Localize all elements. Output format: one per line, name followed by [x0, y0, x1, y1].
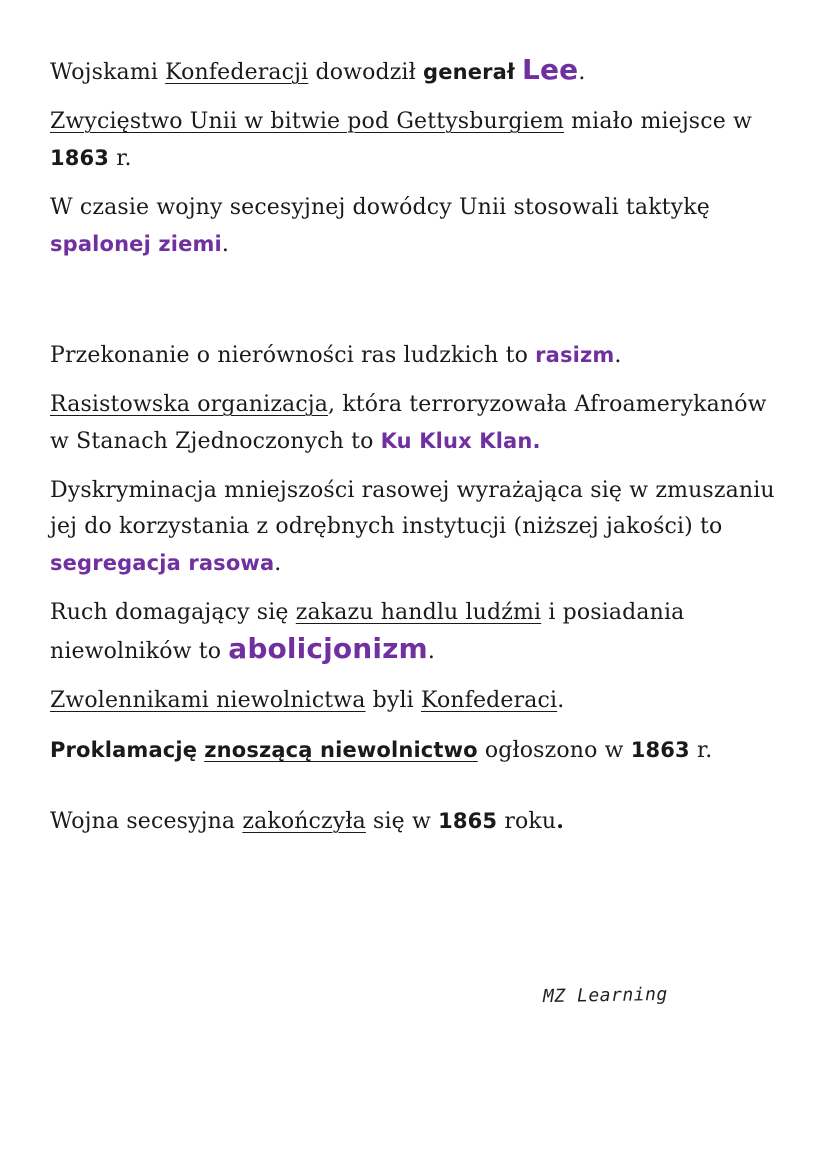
paragraph-scorched-earth: [50, 190, 785, 263]
text: miało miejsce w: [564, 109, 753, 134]
text: .: [556, 808, 564, 834]
paragraph-war-end: [50, 803, 785, 840]
underlined-text: Konfederaci: [421, 688, 558, 713]
underlined-text: Zwycięstwo Unii w bitwie pod Gettysburgiem: [50, 109, 565, 134]
paragraph-abolitionism: [50, 595, 785, 670]
text: dowodził: [308, 60, 424, 85]
underlined-text: Zwolennikami niewolnictwa: [50, 688, 366, 713]
text: ogłoszono w: [477, 738, 631, 763]
document-body: [50, 52, 785, 853]
paragraph-segregation: [50, 473, 785, 582]
highlighted-term: segregacja rasowa: [50, 551, 275, 575]
signature-mz-learning: MZ Learning: [542, 983, 668, 1008]
highlighted-term: rasizm: [535, 343, 615, 367]
text: .: [221, 232, 230, 257]
text: i posiadania niewolników to: [50, 600, 685, 664]
text: Wojskami: [50, 60, 166, 85]
highlighted-term: Ku Klux Klan.: [380, 429, 541, 453]
underlined-text: Konfederacji: [165, 60, 309, 85]
highlighted-term: spalonej ziemi: [50, 232, 222, 256]
text: się w: [365, 809, 439, 834]
text: , która terroryzowała Afroamerykanów w Stanach Zjednoczonych to: [50, 392, 767, 454]
text: W czasie wojny secesyjnej dowódcy Unii stosowali taktykę: [50, 195, 710, 220]
text: Ruch domagający się: [50, 600, 296, 625]
paragraph-kkk: [50, 387, 785, 460]
text: Dyskryminacja mniejszości rasowej wyrażająca się w zmuszaniu jej do korzystania z odrębnych instytucji (niższej jakości) to: [50, 478, 775, 539]
underlined-text: zakończyła: [242, 809, 366, 834]
bold-text: Proklamację: [50, 738, 198, 762]
paragraph-racism: [50, 337, 785, 374]
text: byli: [365, 688, 422, 713]
text: .: [578, 60, 586, 85]
highlighted-term: abolicjonizm: [228, 632, 428, 665]
paragraph-gettysburg: [50, 104, 785, 177]
text: r.: [689, 738, 713, 763]
paragraph-confederates: [50, 683, 785, 719]
text: .: [427, 639, 436, 664]
text: Wojna secesyjna: [50, 809, 243, 834]
text: .: [274, 551, 282, 576]
text: r.: [109, 146, 132, 171]
underlined-text: Rasistowska organizacja: [50, 392, 329, 417]
text: .: [557, 688, 565, 713]
paragraph-proclamation: [50, 732, 785, 769]
bold-year: 1863: [630, 738, 690, 762]
bold-year: 1863: [50, 146, 110, 170]
text: Przekonanie o nierówności ras ludzkich to: [50, 343, 536, 368]
underlined-text: zakazu handlu ludźmi: [295, 600, 542, 625]
bold-year: 1865: [438, 809, 498, 833]
text: roku: [497, 809, 557, 834]
text: [515, 60, 522, 85]
bold-text: generał: [423, 60, 515, 84]
highlighted-term: Lee: [522, 53, 579, 86]
bold-underlined-text: znoszącą niewolnictwo: [204, 738, 478, 762]
paragraph-lee: [50, 52, 785, 91]
text: .: [614, 343, 622, 368]
